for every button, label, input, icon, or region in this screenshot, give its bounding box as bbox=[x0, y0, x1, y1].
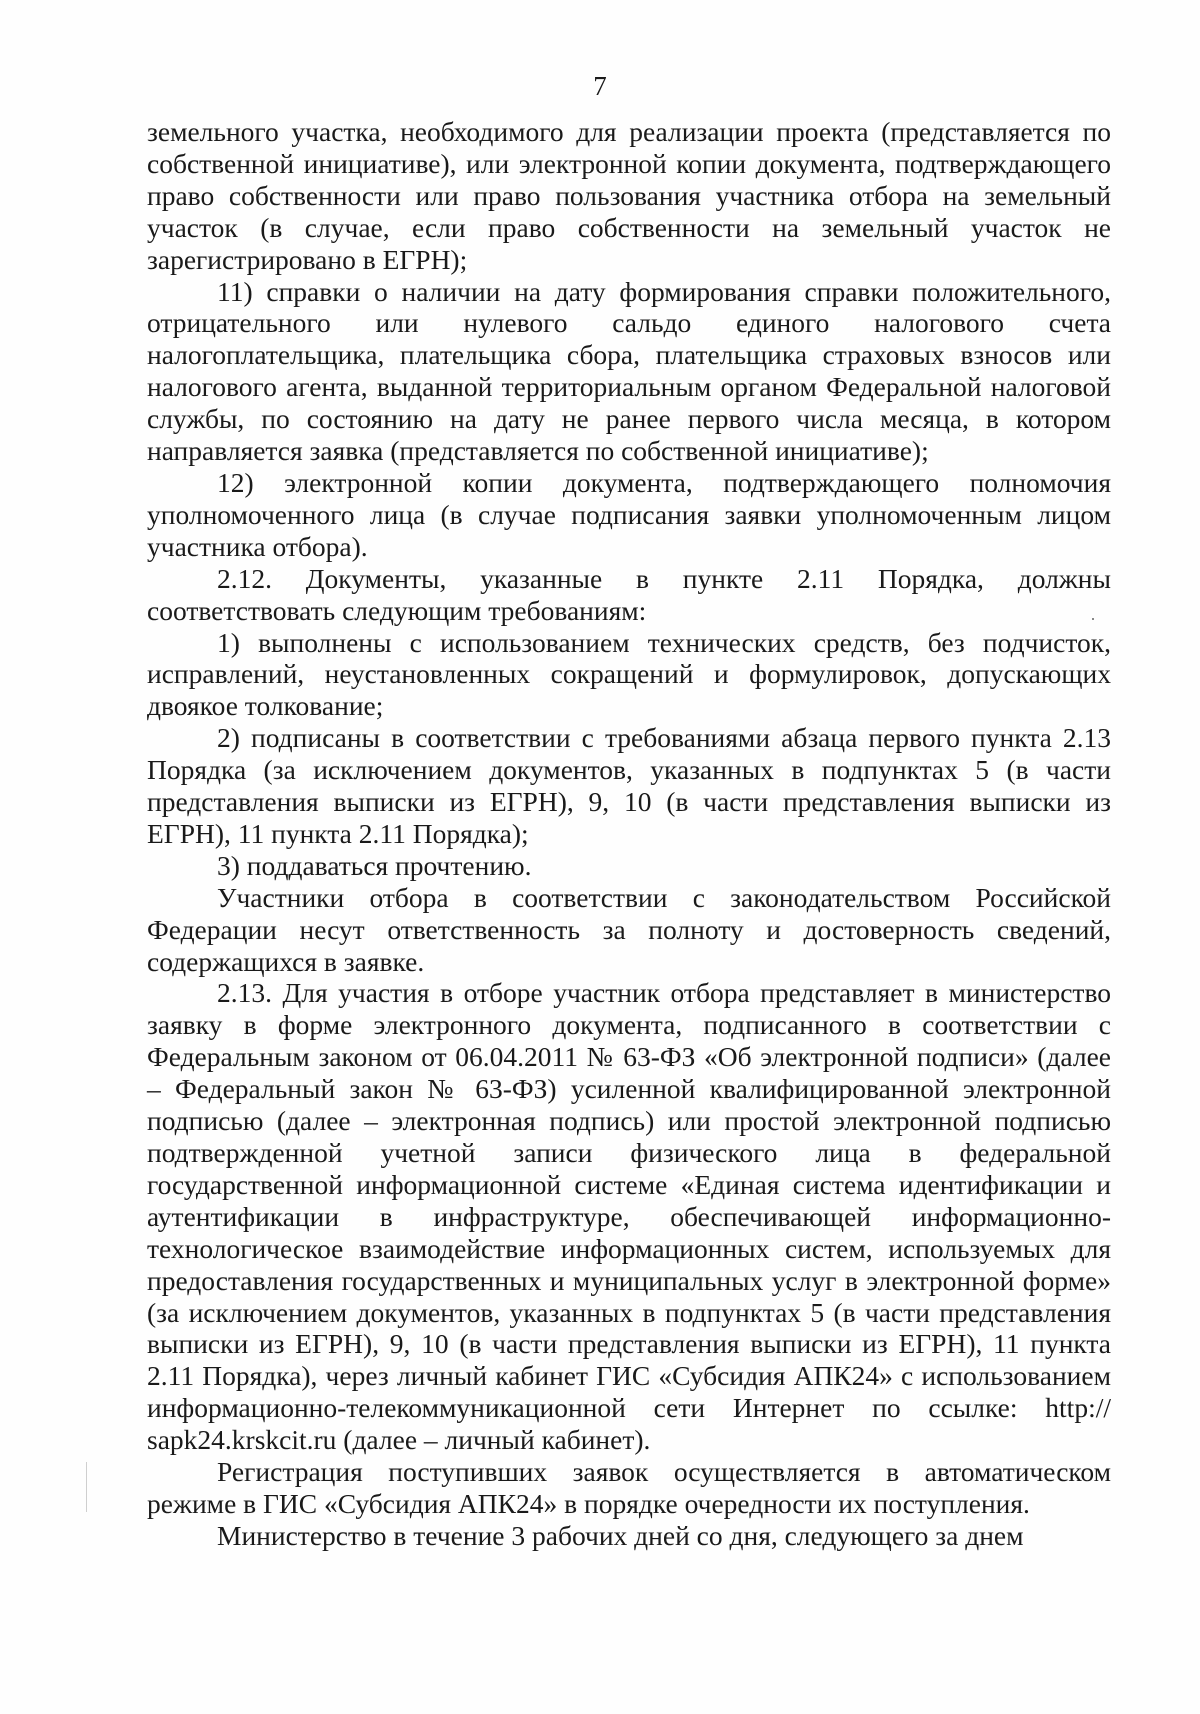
paragraph-requirement-3: 3) поддаваться прочтению. bbox=[217, 849, 532, 881]
paragraph-2-12: 2.12. Документы, указанные в пункте 2.11 Порядка, должны соответствовать следующим требованиям: bbox=[147, 562, 1111, 626]
paragraph-requirement-1: 1) выполнены с использованием технических средств, без подчисток, исправлений, неустановленных сокращений и формулировок, допускающих двоякое толкование; bbox=[147, 626, 1111, 722]
document-body bbox=[147, 116, 1111, 1552]
paragraph-item-12: 12) электронной копии документа, подтверждающего полномочия уполномоченного лица (в случае подписания заявки уполномоченным лицом участника отбора). bbox=[147, 466, 1111, 562]
paragraph-ministry: Министерство в течение 3 рабочих дней со дня, следующего за днем bbox=[217, 1519, 1024, 1551]
paragraph-registration: Регистрация поступивших заявок осуществляется в автоматическом режиме в ГИС «Субсидия АПК24» в порядке очередности их поступления. bbox=[147, 1456, 1111, 1519]
page-number: 7 bbox=[593, 71, 607, 101]
paragraph-responsibility: Участники отбора в соответствии с законодательством Российской Федерации несут ответственность за полноту и достоверность сведений, содержащихся в заявке. bbox=[147, 881, 1111, 977]
paragraph-2-13: 2.13. Для участия в отборе участник отбора представляет в министерство заявку в форме электронного документа, подписанного в соответствии с Федеральным законом от 06.04.2011 № 63-ФЗ «Об электронной подписи» (далее – Федеральный закон № 63-ФЗ) усиленной квалифицированной электронной подписью (далее – электронная подпись) или простой электронной подписью подтвержденной учетной записи физического лица в федеральной государственной информационной системе «Единая система идентификации и аутентификации в инфраструктуре, обеспечивающей информационно-технологическое взаимодействие информационных систем, используемых для предоставления государственных и муниципальных услуг в электронной форме» (за исключением документов, указанных в подпунктах 5 (в части представления выписки из ЕГРН), 9, 10 (в части представления выписки из ЕГРН), 11 пункта 2.11 Порядка), через личный кабинет ГИС «Субсидия АПК24» с использованием информационно-телекоммуникационной сети Интернет по ссылке: http:// sapk24.krskcit.ru (далее – личный кабинет). bbox=[147, 977, 1111, 1456]
paragraph-requirement-2: 2) подписаны в соответствии с требованиями абзаца первого пункта 2.13 Порядка (за исключением документов, указанных в подпунктах 5 (в части представления выписки из ЕГРН), 9, 10 (в части представления выписки из ЕГРН), 11 пункта 2.11 Порядка); bbox=[147, 722, 1111, 849]
paragraph-land-plot-continuation: земельного участка, необходимого для реализации проекта (представляется по собственной инициативе), или электронной копии документа, подтверждающего право собственности или право пользования участника отбора на земельный участок (в случае, если право собственности на земельный участок не зарегистрировано в ЕГРН); bbox=[147, 116, 1111, 275]
paragraph-item-11: 11) справки о наличии на дату формирования справки положительного, отрицательного или нулевого сальдо единого налогового счета налогоплательщика, плательщика сбора, плательщика страховых взносов или налогового агента, выданной территориальным органом Федеральной налоговой службы, по состоянию на дату не ранее первого числа месяца, в котором направляется заявка (представляется по собственной инициативе); bbox=[147, 275, 1111, 467]
scan-artifact-dot bbox=[1092, 618, 1094, 620]
scan-artifact-mark bbox=[86, 1462, 87, 1512]
